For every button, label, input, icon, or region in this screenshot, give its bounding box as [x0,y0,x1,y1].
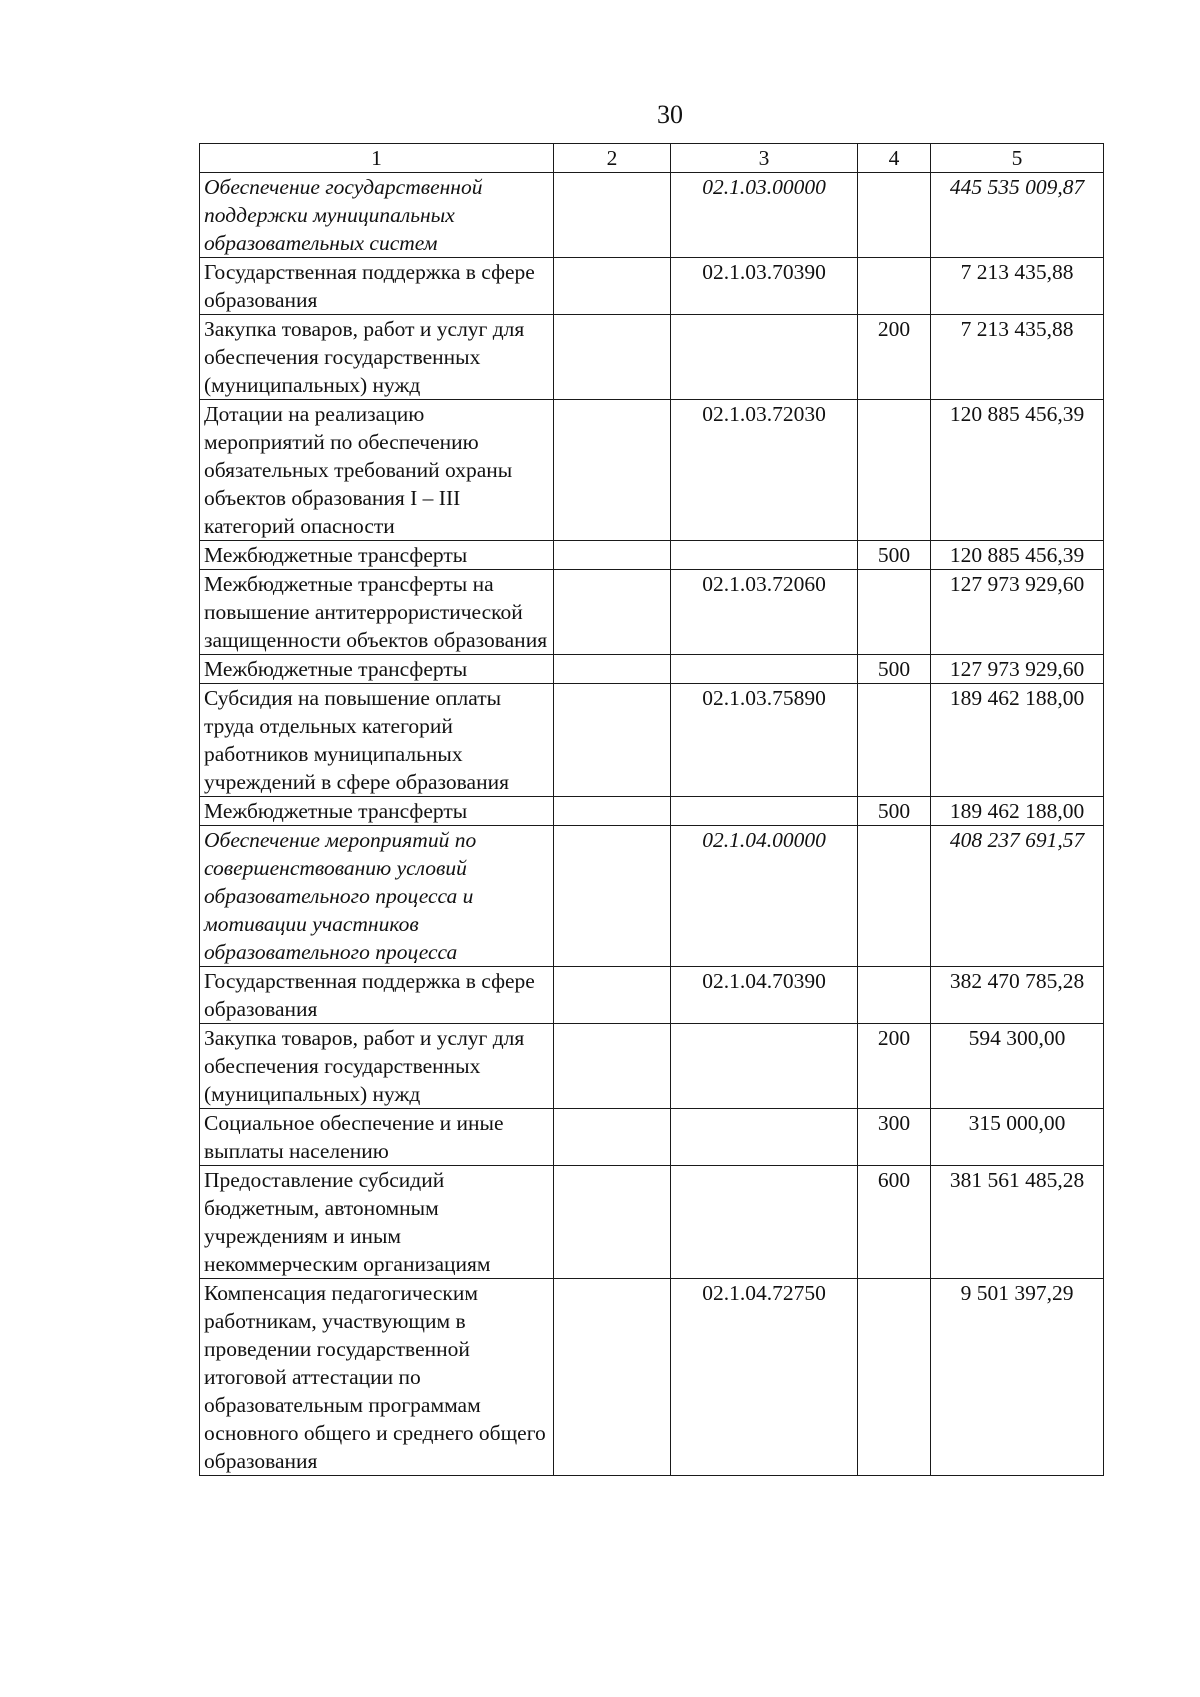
row-code-cell [671,1166,858,1279]
table-row [200,797,1104,826]
row-amount-cell: 127 973 929,60 [931,570,1104,655]
row-code-cell [671,541,858,570]
row-code-cell: 02.1.03.00000 [671,173,858,258]
row-name-cell: Обеспечение государственной поддержки муниципальных образовательных систем [200,173,554,258]
row-name-cell: Межбюджетные трансферты [200,797,554,826]
row-col2-cell [554,797,671,826]
row-type-cell: 300 [858,1109,931,1166]
table-row [200,400,1104,541]
row-type-cell [858,258,931,315]
table-row [200,173,1104,258]
row-col2-cell [554,541,671,570]
row-name-cell: Компенсация педагогическим работникам, участвующим в проведении государственной итоговой аттестации по образовательным программам основного общего и среднего общего образования [200,1279,554,1476]
row-col2-cell [554,826,671,967]
row-type-cell [858,967,931,1024]
row-col2-cell [554,258,671,315]
column-header-3: 3 [671,144,858,173]
row-name-cell: Закупка товаров, работ и услуг для обеспечения государственных (муниципальных) нужд [200,315,554,400]
column-header-5: 5 [931,144,1104,173]
row-amount-cell: 7 213 435,88 [931,258,1104,315]
row-name-cell: Межбюджетные трансферты [200,541,554,570]
row-code-cell [671,797,858,826]
row-code-cell: 02.1.04.72750 [671,1279,858,1476]
row-amount-cell: 189 462 188,00 [931,797,1104,826]
row-code-cell: 02.1.04.00000 [671,826,858,967]
row-amount-cell: 9 501 397,29 [931,1279,1104,1476]
row-amount-cell: 594 300,00 [931,1024,1104,1109]
row-amount-cell: 120 885 456,39 [931,400,1104,541]
table-row [200,570,1104,655]
row-name-cell: Субсидия на повышение оплаты труда отдельных категорий работников муниципальных учреждений в сфере образования [200,684,554,797]
table-row [200,258,1104,315]
row-col2-cell [554,1279,671,1476]
row-type-cell [858,1279,931,1476]
row-code-cell: 02.1.03.70390 [671,258,858,315]
table-row [200,1024,1104,1109]
table-row [200,541,1104,570]
row-col2-cell [554,400,671,541]
row-type-cell [858,684,931,797]
row-amount-cell: 408 237 691,57 [931,826,1104,967]
row-name-cell: Дотации на реализацию мероприятий по обеспечению обязательных требований охраны объектов образования I – III категорий опасности [200,400,554,541]
row-amount-cell: 381 561 485,28 [931,1166,1104,1279]
row-amount-cell: 382 470 785,28 [931,967,1104,1024]
row-code-cell [671,1024,858,1109]
row-name-cell: Государственная поддержка в сфере образования [200,258,554,315]
row-type-cell: 500 [858,655,931,684]
row-amount-cell: 127 973 929,60 [931,655,1104,684]
row-name-cell: Предоставление субсидий бюджетным, автономным учреждениям и иным некоммерческим организациям [200,1166,554,1279]
row-code-cell: 02.1.03.72060 [671,570,858,655]
row-type-cell: 200 [858,315,931,400]
row-name-cell: Межбюджетные трансферты на повышение антитеррористической защищенности объектов образования [200,570,554,655]
table-row [200,315,1104,400]
row-col2-cell [554,1166,671,1279]
row-col2-cell [554,570,671,655]
row-code-cell [671,1109,858,1166]
table-row [200,684,1104,797]
row-col2-cell [554,1024,671,1109]
page-number: 30 [657,100,683,129]
header-row [200,144,1104,173]
row-amount-cell: 120 885 456,39 [931,541,1104,570]
row-col2-cell [554,655,671,684]
row-amount-cell: 7 213 435,88 [931,315,1104,400]
budget-table [199,143,1104,1476]
row-type-cell: 600 [858,1166,931,1279]
table-row [200,1166,1104,1279]
row-type-cell: 200 [858,1024,931,1109]
row-type-cell [858,400,931,541]
column-header-1: 1 [200,144,554,173]
row-col2-cell [554,1109,671,1166]
row-type-cell [858,173,931,258]
row-name-cell: Социальное обеспечение и иные выплаты населению [200,1109,554,1166]
row-col2-cell [554,173,671,258]
row-col2-cell [554,684,671,797]
row-amount-cell: 315 000,00 [931,1109,1104,1166]
row-type-cell [858,826,931,967]
row-code-cell [671,655,858,684]
row-type-cell: 500 [858,797,931,826]
table-row [200,655,1104,684]
table-row [200,826,1104,967]
row-col2-cell [554,315,671,400]
row-code-cell: 02.1.04.70390 [671,967,858,1024]
row-amount-cell: 189 462 188,00 [931,684,1104,797]
table-row [200,1109,1104,1166]
row-col2-cell [554,967,671,1024]
table-row [200,1279,1104,1476]
table-row [200,967,1104,1024]
row-type-cell [858,570,931,655]
row-name-cell: Обеспечение мероприятий по совершенствованию условий образовательного процесса и мотивации участников образовательного процесса [200,826,554,967]
row-amount-cell: 445 535 009,87 [931,173,1104,258]
row-code-cell [671,315,858,400]
row-code-cell: 02.1.03.75890 [671,684,858,797]
row-name-cell: Межбюджетные трансферты [200,655,554,684]
table-body [200,173,1104,1476]
row-type-cell: 500 [858,541,931,570]
column-header-4: 4 [858,144,931,173]
row-code-cell: 02.1.03.72030 [671,400,858,541]
row-name-cell: Закупка товаров, работ и услуг для обеспечения государственных (муниципальных) нужд [200,1024,554,1109]
row-name-cell: Государственная поддержка в сфере образования [200,967,554,1024]
column-header-2: 2 [554,144,671,173]
